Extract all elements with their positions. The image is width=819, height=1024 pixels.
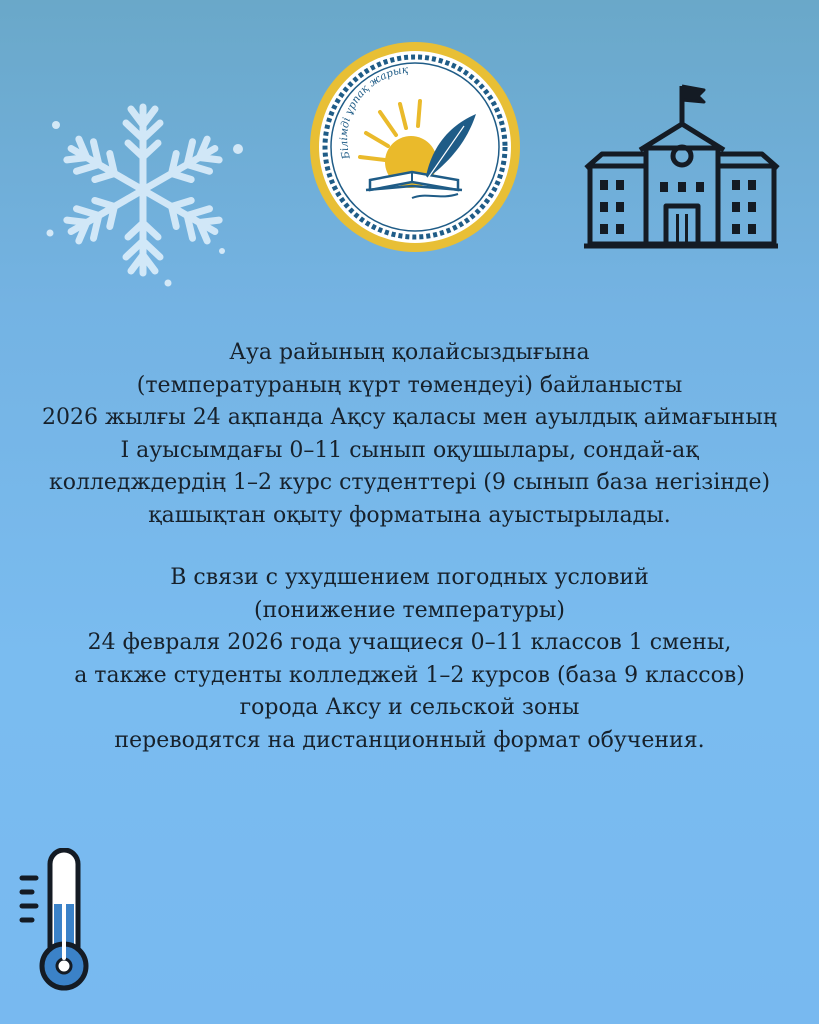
- russian-line-3: 24 февраля 2026 года учащиеся 0–11 классов 1 смены,: [87, 630, 732, 655]
- russian-line-1: В связи с ухудшением погодных условий: [170, 565, 649, 590]
- announcement-russian: [20, 562, 799, 757]
- kazakh-line-6: қашықтан оқыту форматына ауыстырылады.: [148, 502, 671, 528]
- snowflake-icon: [38, 85, 248, 295]
- russian-line-2: (понижение температуры): [254, 597, 565, 623]
- kazakh-line-4: I ауысымдағы 0–11 сынып оқушылары, сондай-ақ: [120, 437, 699, 463]
- kazakh-line-3: 2026 жылғы 24 ақпанда Ақсу қаласы мен ауылдық аймағының: [42, 405, 777, 430]
- russian-line-4: а также студенты колледжей 1–2 курсов (база 9 классов): [74, 662, 745, 688]
- russian-line-6: переводятся на дистанционный формат обучения.: [114, 727, 705, 753]
- russian-line-5: города Аксу и сельской зоны: [239, 695, 580, 720]
- logo-caption: Білімді ұрпақ жарық: [337, 63, 409, 161]
- kazakh-line-1: Ауа райының қолайсыздығына: [229, 340, 590, 365]
- kazakh-line-5: колледждердің 1–2 курс студенттері (9 сынып база негізінде): [48, 470, 771, 495]
- school-building-icon: [580, 80, 780, 252]
- school-emblem-logo: [308, 40, 522, 254]
- thermometer-icon: [18, 848, 96, 992]
- announcement-kazakh: [20, 337, 799, 532]
- kazakh-line-2: (температураның күрт төмендеуі) байланысты: [136, 372, 683, 398]
- announcement: [20, 337, 799, 757]
